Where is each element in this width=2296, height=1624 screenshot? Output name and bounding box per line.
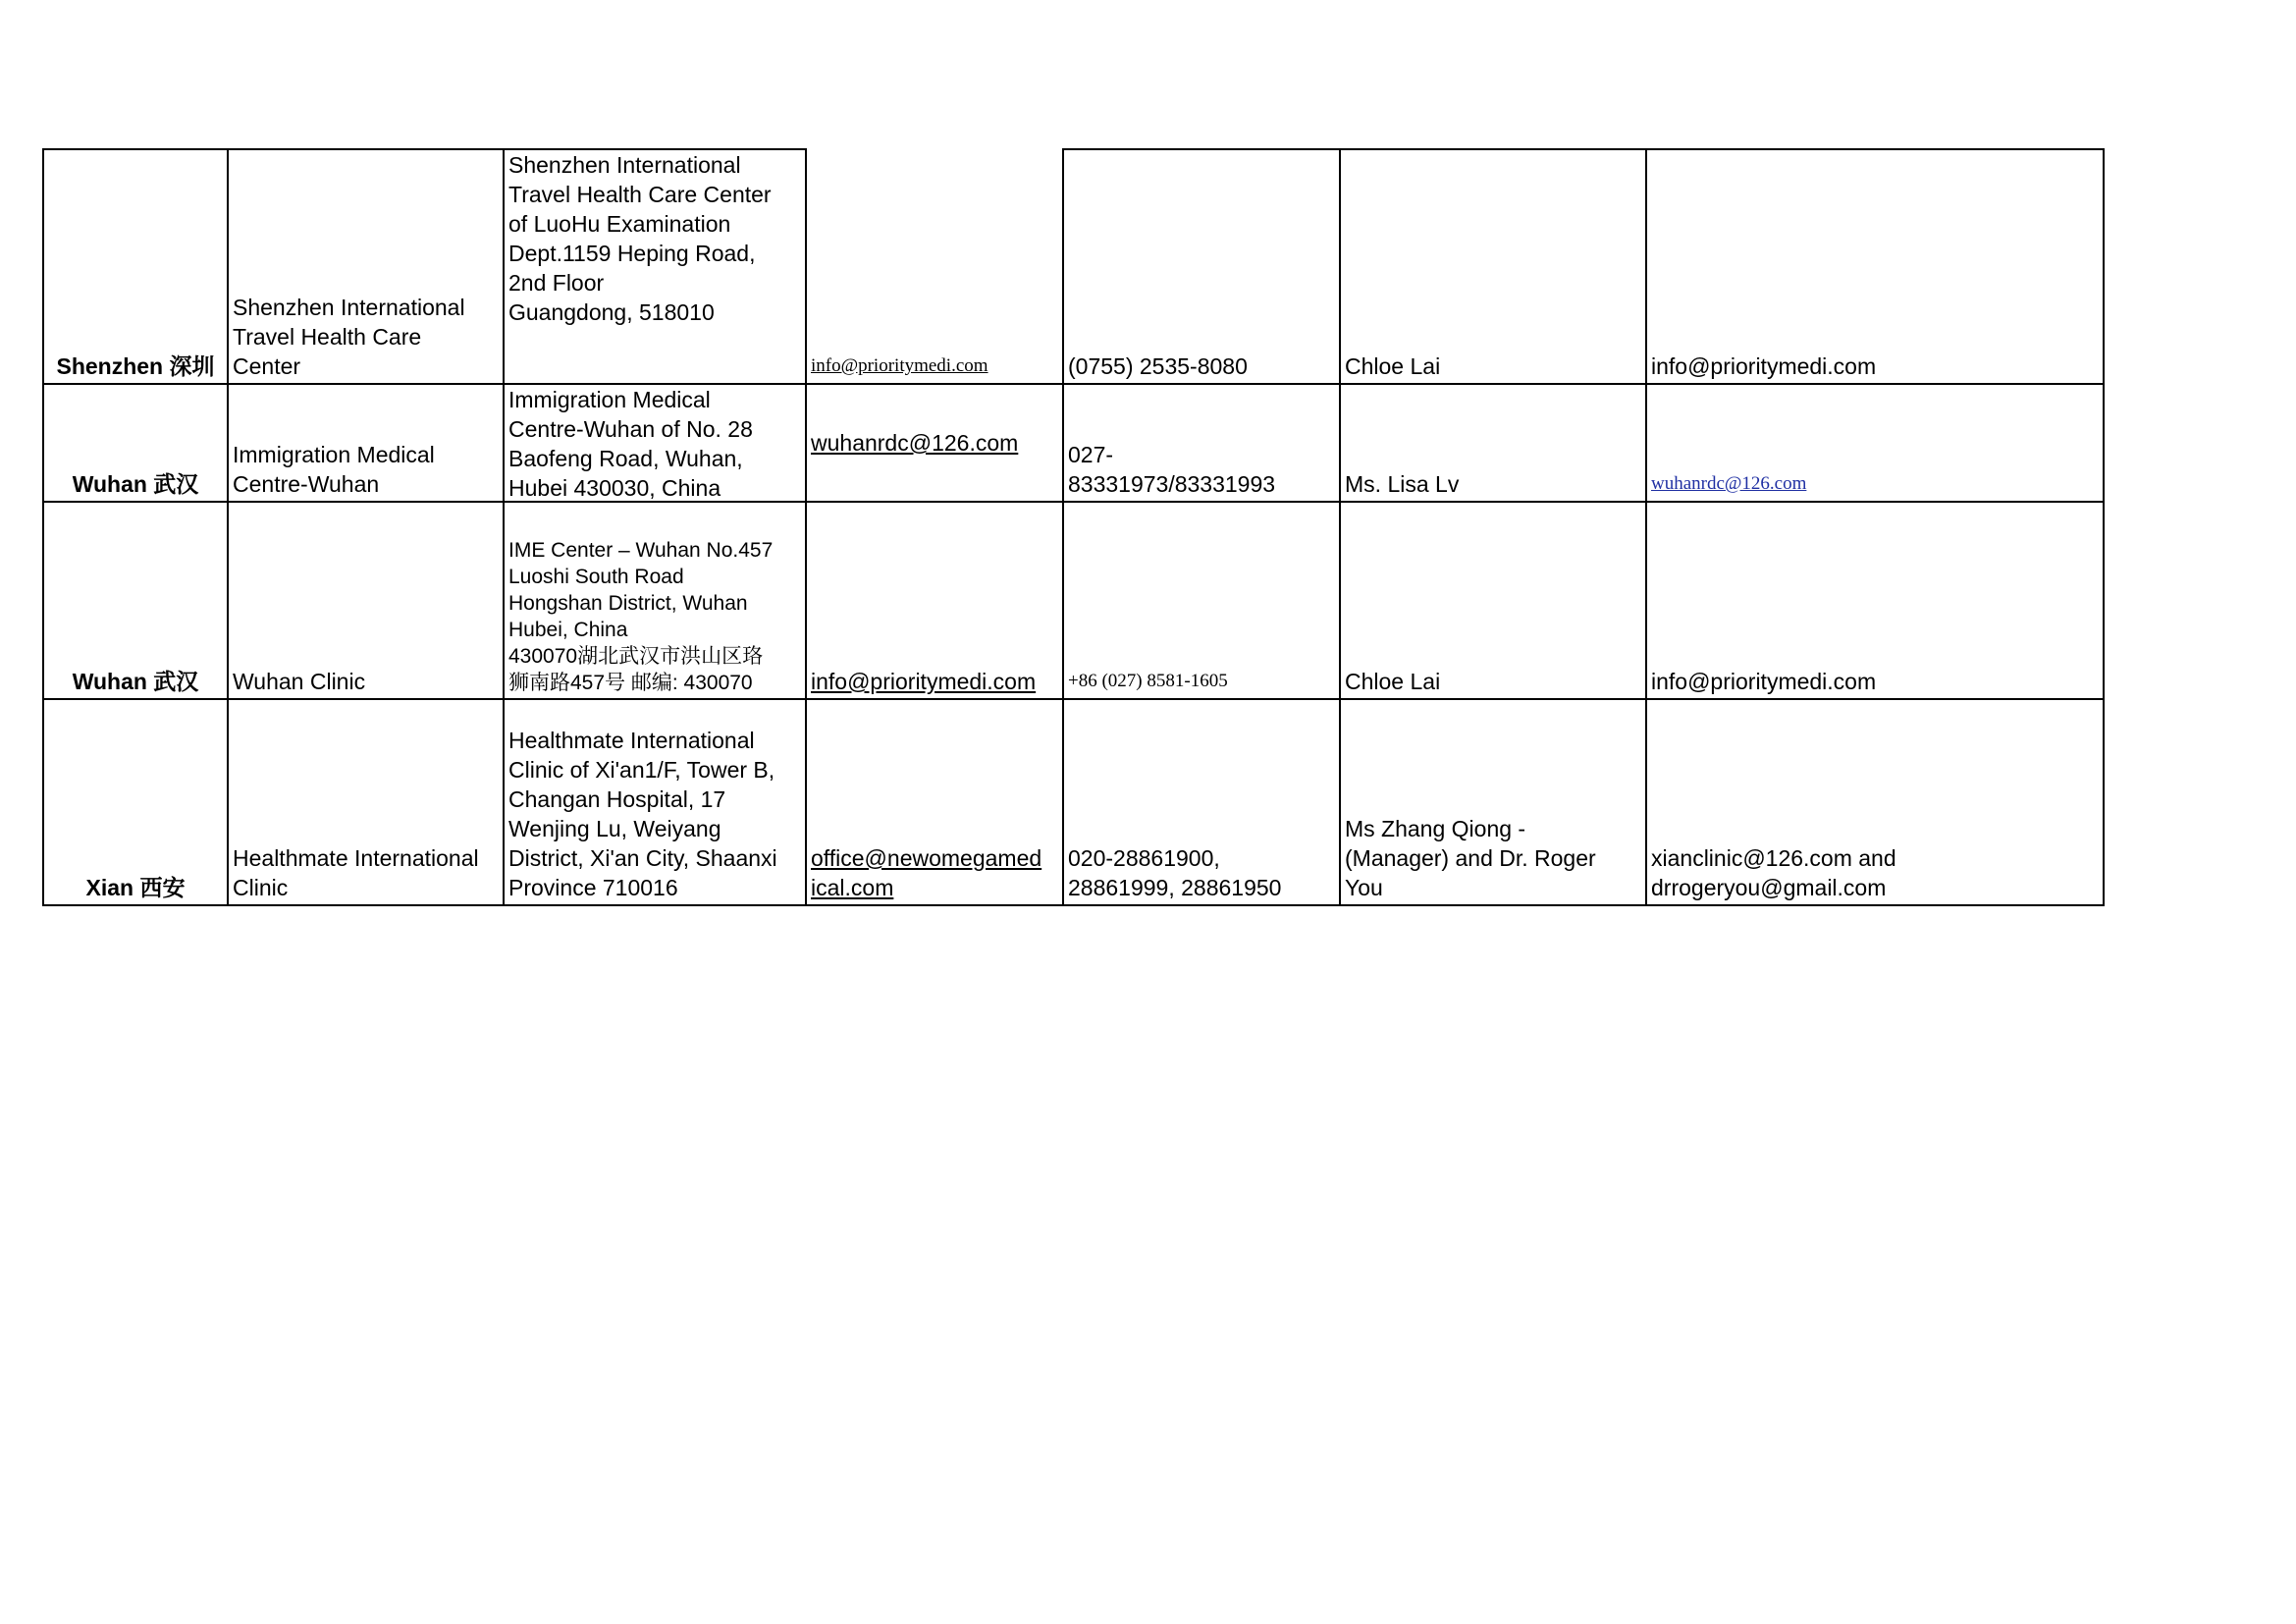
phone-cell — [1062, 148, 1341, 385]
phone-cell — [1062, 698, 1341, 906]
clinic-email-link[interactable]: info@prioritymedi.com — [811, 669, 1037, 694]
contact-email-cell — [1645, 698, 2105, 906]
clinic-email-link[interactable]: wuhanrdc@126.com — [811, 430, 1019, 456]
clinic-name: Immigration Medical Centre-Wuhan — [233, 442, 435, 497]
city-cell — [42, 501, 229, 700]
city-name: Wuhan 武汉 — [72, 669, 199, 694]
address: Healthmate International Clinic of Xi'an1/F, Tower B, Changan Hospital, 17 Wenjing Lu, Weiyang District, Xi'an City, Shaanxi Province 710016 — [508, 728, 777, 900]
clinic-email-link[interactable]: info@prioritymedi.com — [811, 355, 988, 376]
clinic-name: Wuhan Clinic — [233, 669, 366, 694]
clinic-email-cell — [805, 501, 1064, 700]
clinic-name: Shenzhen International Travel Health Care Center — [233, 295, 465, 379]
city-cell — [42, 148, 229, 385]
address: Immigration Medical Centre-Wuhan of No. 28 Baofeng Road, Wuhan, Hubei 430030, China — [508, 387, 753, 501]
contact-cell — [1339, 501, 1647, 700]
clinic-email-link[interactable]: office@newomegamed ical.com — [811, 845, 1042, 900]
address-cell — [503, 383, 807, 503]
phone: 020-28861900, 28861999, 28861950 — [1068, 845, 1282, 900]
contact-person: Ms. Lisa Lv — [1345, 471, 1460, 497]
contact-person: Chloe Lai — [1345, 669, 1441, 694]
phone: (0755) 2535-8080 — [1068, 353, 1248, 379]
phone: 027- 83331973/83331993 — [1068, 442, 1276, 497]
contact-email: xianclinic@126.com and drrogeryou@gmail.com — [1651, 845, 1896, 900]
address-cell — [503, 698, 807, 906]
contact-cell — [1339, 383, 1647, 503]
clinic-email-cell — [805, 148, 1064, 385]
clinic-name-cell — [227, 698, 505, 906]
city-name: Shenzhen 深圳 — [56, 353, 215, 379]
contact-cell — [1339, 698, 1647, 906]
clinic-name-cell — [227, 383, 505, 503]
city-cell — [42, 383, 229, 503]
contact-email: info@prioritymedi.com — [1651, 353, 1877, 379]
contact-email-cell — [1645, 148, 2105, 385]
contact-email-link[interactable]: wuhanrdc@126.com — [1651, 473, 1807, 494]
contact-email: info@prioritymedi.com — [1651, 669, 1877, 694]
contact-cell — [1339, 148, 1647, 385]
address-cell — [503, 148, 807, 385]
phone: +86 (027) 8581-1605 — [1068, 671, 1228, 691]
phone-cell — [1062, 501, 1341, 700]
clinic-name-cell — [227, 501, 505, 700]
city-name: Wuhan 武汉 — [72, 471, 199, 497]
contact-email-cell — [1645, 501, 2105, 700]
city-name: Xian 西安 — [85, 875, 186, 900]
clinic-email-cell — [805, 383, 1064, 503]
clinic-name: Healthmate International Clinic — [233, 845, 479, 900]
phone-cell — [1062, 383, 1341, 503]
address: IME Center – Wuhan No.457 Luoshi South Road Hongshan District, Wuhan Hubei, China 430070湖北武汉市洪山区珞 狮南路457号 邮编: 430070 — [508, 539, 774, 694]
address: Shenzhen International Travel Health Care Center of LuoHu Examination Dept.1159 Heping Road, 2nd Floor Guangdong, 518010 — [508, 152, 772, 325]
contact-person: Chloe Lai — [1345, 353, 1441, 379]
city-cell — [42, 698, 229, 906]
contact-person: Ms Zhang Qiong - (Manager) and Dr. Roger You — [1345, 816, 1596, 900]
contact-email-cell — [1645, 383, 2105, 503]
clinic-email-cell — [805, 698, 1064, 906]
clinic-name-cell — [227, 148, 505, 385]
address-cell — [503, 501, 807, 700]
